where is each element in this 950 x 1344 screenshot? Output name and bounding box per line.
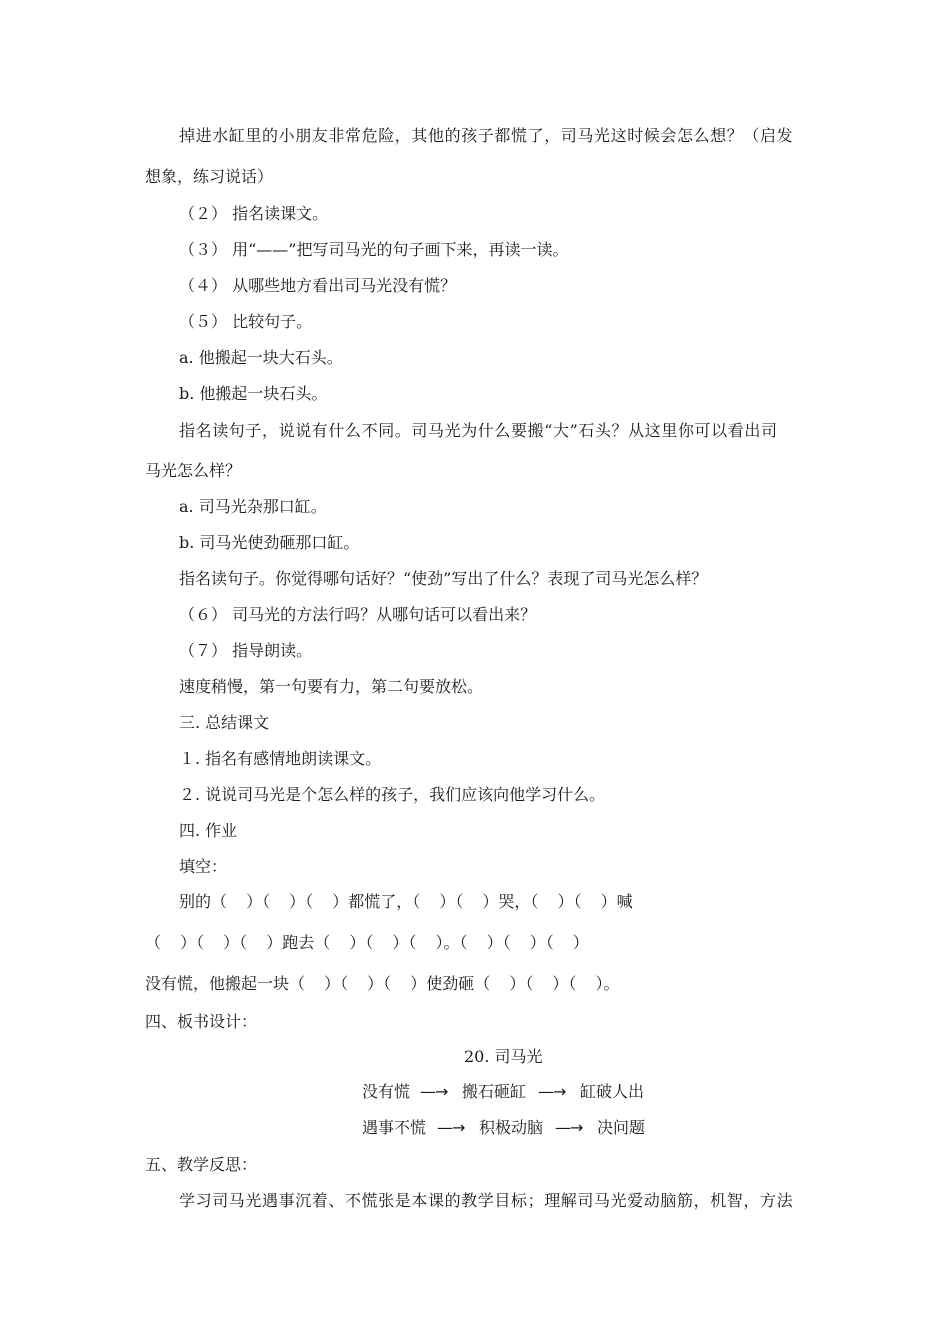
text-line: a. 司马光杂那口缸。 (179, 497, 327, 516)
text-line: （４） 从哪些地方看出司马光没有慌？ (179, 276, 457, 295)
fill-blank-line: 别的（ ）（ ）（ ）都慌了，（ ）（ ）哭，（ ）（ ）喊 (179, 892, 633, 911)
fill-blank-line: （ ）（ ）（ ）跑去（ ）（ ）（ ）。（ ）（ ）（ ） (145, 933, 589, 952)
text-line: 填空： (179, 857, 228, 876)
arrow-icon: —→ (420, 1082, 448, 1101)
fill-blank-line: 没有慌，他搬起一块（ ）（ ）（ ）使劲砸（ ）（ ）（ ）。 (145, 974, 620, 993)
text-line: 指名读句子。你觉得哪句话好？“使劲”写出了什么？表现了司马光怎么样？ (179, 569, 708, 588)
section-heading: 三. 总结课文 (179, 713, 270, 732)
board-row1-item3: 缸破人出 (580, 1082, 645, 1101)
text-line: 指名读句子，说说有什么不同。司马光为什么要搬“大”石头？从这里你可以看出司 (179, 421, 778, 440)
arrow-icon: —→ (437, 1118, 465, 1137)
text-line: （６） 司马光的方法行吗？从哪句话可以看出来？ (179, 605, 537, 624)
board-row1-item1: 没有慌 (362, 1082, 411, 1101)
arrow-icon: —→ (538, 1082, 566, 1101)
text-line: ２. 说说司马光是个怎么样的孩子，我们应该向他学习什么。 (179, 785, 606, 804)
text-line: （５） 比较句子。 (179, 312, 313, 331)
board-title: 20. 司马光 (464, 1047, 543, 1066)
section-heading: 四. 作业 (179, 821, 238, 840)
arrow-icon: —→ (555, 1118, 583, 1137)
text-line: １. 指名有感情地朗读课文。 (179, 749, 382, 768)
section-heading: 四、板书设计： (145, 1012, 258, 1031)
board-row1-item2: 搬石砸缸 (462, 1082, 527, 1101)
board-row2-item2: 积极动脑 (479, 1118, 544, 1137)
text-line: （３） 用“——”把写司马光的句子画下来，再读一读。 (179, 240, 569, 259)
text-line: 马光怎么样？ (145, 461, 242, 480)
text-line: （７） 指导朗读。 (179, 641, 313, 660)
text-line: 掉进水缸里的小朋友非常危险，其他的孩子都慌了，司马光这时候会怎么想？（启发 (179, 126, 794, 145)
section-heading: 五、教学反思： (145, 1155, 258, 1174)
text-line: 速度稍慢，第一句要有力，第二句要放松。 (179, 677, 484, 696)
text-line: （２） 指名读课文。 (179, 204, 329, 223)
board-row2-item1: 遇事不慌 (362, 1118, 427, 1137)
text-line: 想象，练习说话） (145, 167, 274, 186)
text-line: b. 他搬起一块石头。 (179, 384, 328, 403)
board-row2-item3: 决问题 (597, 1118, 646, 1137)
text-line: a. 他搬起一块大石头。 (179, 348, 343, 367)
text-line: 学习司马光遇事沉着、不慌张是本课的教学目标；理解司马光爱动脑筋，机智，方法 (179, 1191, 794, 1210)
text-line: b. 司马光使劲砸那口缸。 (179, 533, 360, 552)
